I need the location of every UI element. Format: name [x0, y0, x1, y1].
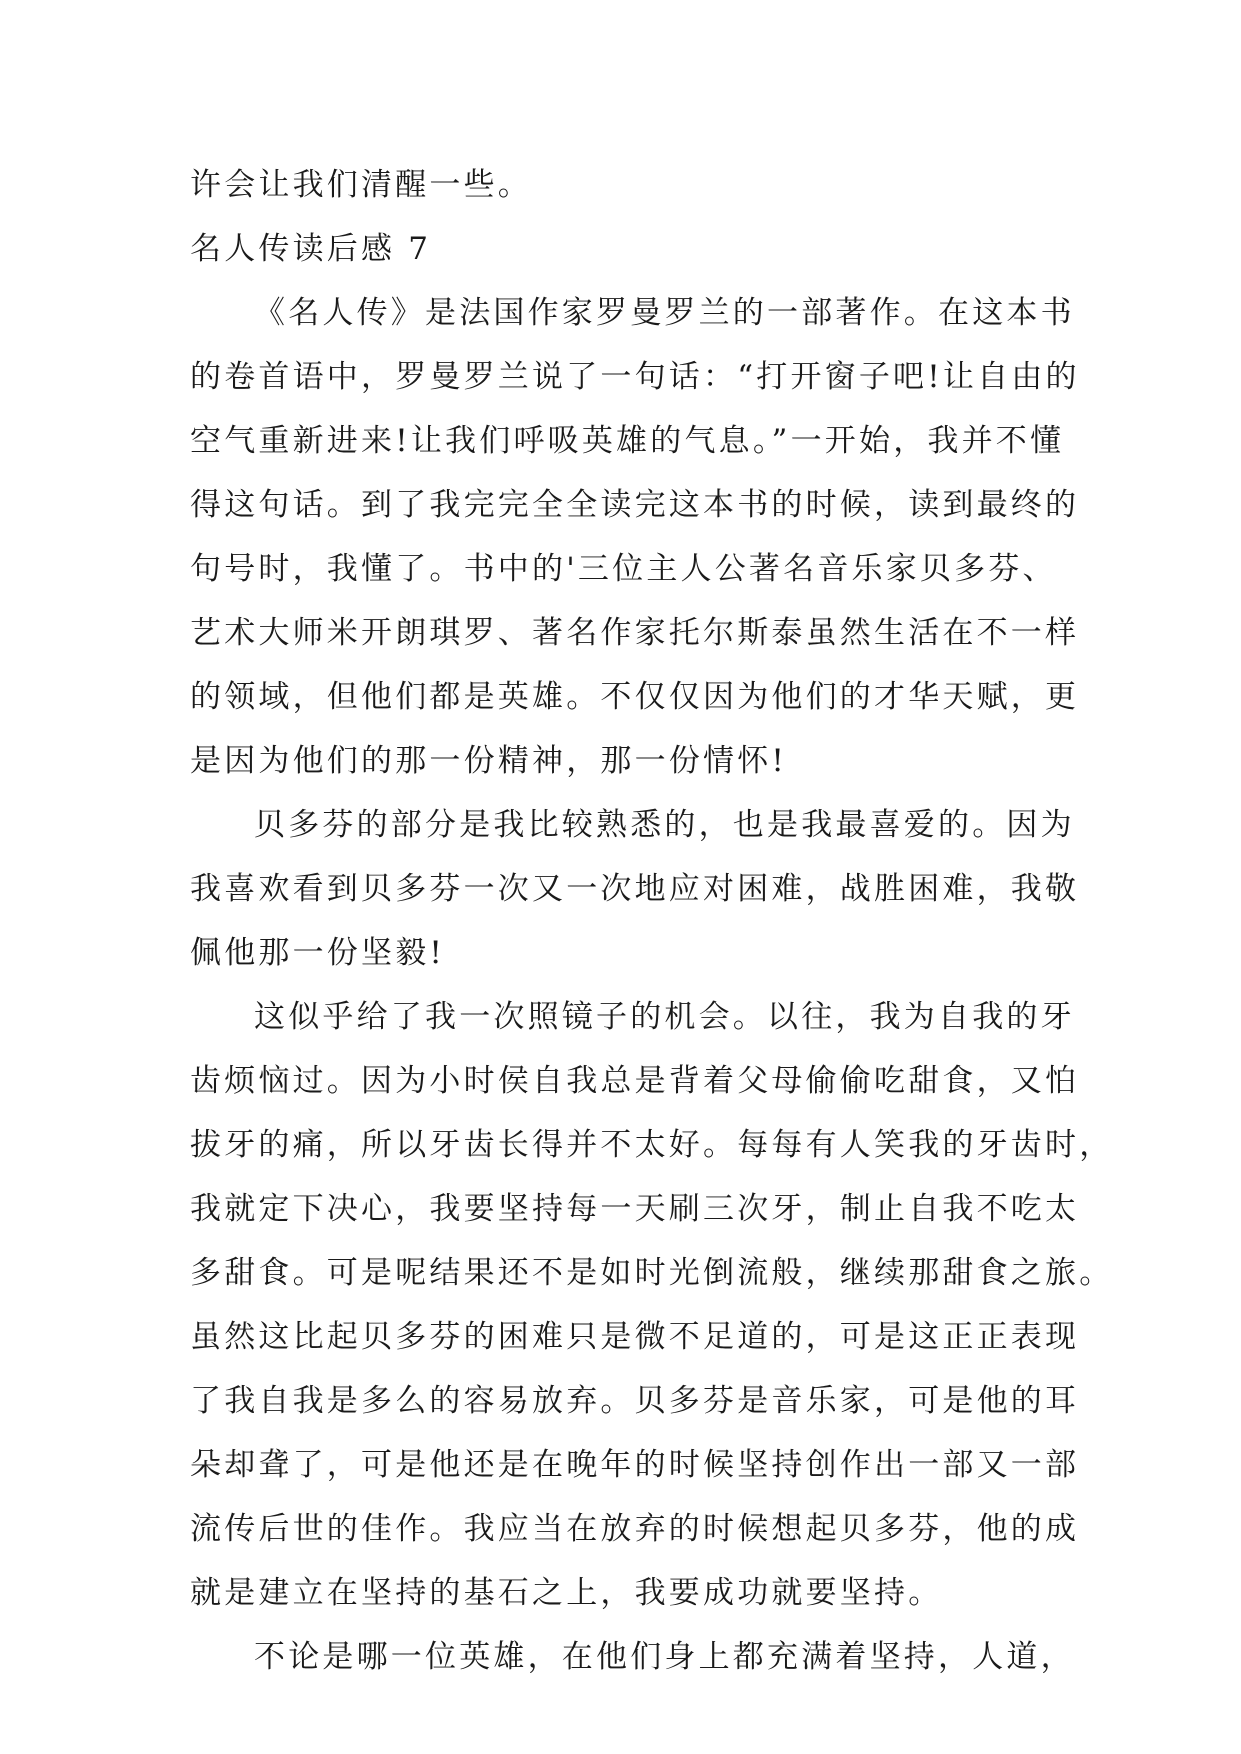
paragraph-line: 多甜食。可是呢结果还不是如时光倒流般，继续那甜食之旅。 [190, 1255, 1114, 1291]
paragraph-line: 这似乎给了我一次照镜子的机会。以往，我为自我的牙 [254, 999, 1075, 1035]
paragraph-line: 虽然这比起贝多芬的困难只是微不足道的，可是这正正表现 [190, 1319, 1080, 1355]
paragraph-line: 了我自我是多么的容易放弃。贝多芬是音乐家，可是他的耳 [190, 1383, 1080, 1419]
paragraph-line: 贝多芬的部分是我比较熟悉的，也是我最喜爱的。因为 [254, 807, 1075, 843]
section-heading: 名人传读后感 7 [190, 231, 432, 267]
paragraph-line: 流传后世的佳作。我应当在放弃的时候想起贝多芬，他的成 [190, 1511, 1080, 1547]
paragraph-line: 艺术大师米开朗琪罗、著名作家托尔斯泰虽然生活在不一样 [190, 615, 1080, 651]
paragraph-line: 的卷首语中，罗曼罗兰说了一句话：“打开窗子吧!让自由的 [190, 359, 1080, 395]
paragraph-line: 空气重新进来!让我们呼吸英雄的气息。”一开始，我并不懂 [190, 423, 1065, 459]
paragraph-line: 《名人传》是法国作家罗曼罗兰的一部著作。在这本书 [254, 295, 1075, 331]
paragraph-line: 得这句话。到了我完完全全读完这本书的时候，读到最终的 [190, 487, 1080, 523]
paragraph-line: 齿烦恼过。因为小时侯自我总是背着父母偷偷吃甜食，又怕 [190, 1063, 1080, 1099]
paragraph-line: 是因为他们的那一份精神，那一份情怀! [190, 743, 788, 779]
paragraph-line: 朵却聋了，可是他还是在晚年的时候坚持创作出一部又一部 [190, 1447, 1080, 1483]
paragraph-line: 我喜欢看到贝多芬一次又一次地应对困难，战胜困难，我敬 [190, 871, 1080, 907]
paragraph-line: 的领域，但他们都是英雄。不仅仅因为他们的才华天赋，更 [190, 679, 1080, 715]
paragraph-line: 不论是哪一位英雄，在他们身上都充满着坚持，人道， [254, 1639, 1075, 1675]
paragraph-line: 句号时，我懂了。书中的'三位主人公著名音乐家贝多芬、 [190, 551, 1057, 587]
paragraph-line: 拔牙的痛，所以牙齿长得并不太好。每每有人笑我的牙齿时， [190, 1127, 1114, 1163]
paragraph-line: 佩他那一份坚毅! [190, 935, 446, 971]
paragraph-line: 就是建立在坚持的基石之上，我要成功就要坚持。 [190, 1575, 943, 1611]
paragraph-line: 我就定下决心，我要坚持每一天刷三次牙，制止自我不吃太 [190, 1191, 1080, 1227]
text-line-continuation: 许会让我们清醒一些。 [190, 167, 532, 203]
